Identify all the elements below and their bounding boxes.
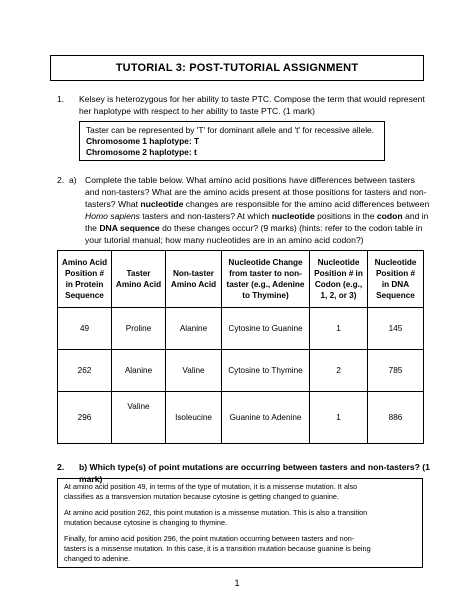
question-1-number: 1. bbox=[57, 94, 65, 104]
answer-2b-paragraph-3: Finally, for amino acid position 296, the point mutation occurring between tasters and non- tasters is a missense mutation. In this case, it is a transition mutation because guanine is being changed to adenine. bbox=[64, 534, 371, 563]
table-header-line: Sequence bbox=[65, 291, 104, 300]
table-row bbox=[58, 392, 424, 444]
table-header-2 bbox=[112, 251, 166, 308]
table-header-line: Nucleotide bbox=[317, 258, 360, 267]
table-header-3 bbox=[166, 251, 222, 308]
question-2a-number: 2. bbox=[57, 175, 65, 185]
table-cell: 2 bbox=[310, 350, 368, 392]
answer-1-chromosome-2: Chromosome 2 haplotype: t bbox=[86, 147, 197, 157]
table-cell: Valine bbox=[112, 392, 166, 444]
question-2a-line-2: and non-tasters? What are the amino acids present at those positions for tasters and non- bbox=[85, 187, 427, 197]
table-cell: 262 bbox=[58, 350, 112, 392]
table-header-line: to Thymine) bbox=[242, 291, 289, 300]
table-header-4 bbox=[222, 251, 310, 308]
table-cell: Alanine bbox=[166, 308, 222, 350]
table-header-5 bbox=[310, 251, 368, 308]
table-header-line: in Protein bbox=[65, 280, 104, 289]
table-header-line: Position # bbox=[64, 269, 105, 278]
table-cell: Cytosine to Thymine bbox=[222, 350, 310, 392]
table-cell: Valine bbox=[166, 350, 222, 392]
table-cell: 296 bbox=[58, 392, 112, 444]
amino-acid-table bbox=[57, 250, 424, 444]
title-text: TUTORIAL 3: POST-TUTORIAL ASSIGNMENT bbox=[115, 62, 359, 74]
answer-2b-box bbox=[57, 478, 423, 568]
answer-2b-paragraph-2: At amino acid position 262, this point mutation is a missense mutation. This is also a transition mutation because cytosine is changing to thymine. bbox=[64, 508, 368, 527]
table-cell: Guanine to Adenine bbox=[222, 392, 310, 444]
page-title bbox=[50, 55, 424, 81]
table-cell: Proline bbox=[112, 308, 166, 350]
table-header-6 bbox=[368, 251, 424, 308]
table-header-line: Non-taster bbox=[173, 269, 214, 278]
question-2a-line-6: your tutorial manual; how many nucleotides are in an amino acid codon?) bbox=[85, 235, 364, 245]
table-row bbox=[58, 350, 424, 392]
question-2b-text: b) Which type(s) of point mutations are occurring between tasters and non-tasters? (1 mark) bbox=[79, 462, 430, 484]
answer-2b-paragraph-1: At amino acid position 49, in terms of the type of mutation, it is a missense mutation. It also classifies as a transversion mutation because cytosine is getting changed to guanine. bbox=[64, 482, 358, 501]
answer-1-box bbox=[79, 121, 385, 161]
table-header-line: Amino Acid bbox=[61, 258, 108, 267]
table-cell: 49 bbox=[58, 308, 112, 350]
table-header-line: Position # bbox=[375, 269, 416, 278]
table-header-line: taster (e.g., Adenine bbox=[226, 280, 305, 289]
table-header-line: Nucleotide Change bbox=[228, 258, 303, 267]
table-header-line: Taster bbox=[126, 269, 151, 278]
table-header-line: in DNA bbox=[381, 280, 410, 289]
table-cell: Cytosine to Guanine bbox=[222, 308, 310, 350]
question-2a bbox=[35, 174, 440, 246]
table-cell: 886 bbox=[368, 392, 424, 444]
answer-1-chromosome-1: Chromosome 1 haplotype: T bbox=[86, 136, 200, 146]
table-cell: Isoleucine bbox=[166, 392, 222, 444]
table-row bbox=[58, 308, 424, 350]
question-1 bbox=[57, 93, 437, 117]
table-header-line: from taster to non- bbox=[229, 269, 302, 278]
table-cell: 145 bbox=[368, 308, 424, 350]
table-header-line: Sequence bbox=[376, 291, 415, 300]
table-cell: Alanine bbox=[112, 350, 166, 392]
table-header-line: Position # in bbox=[314, 269, 363, 278]
table-header-line: Nucleotide bbox=[374, 258, 417, 267]
page-number: 1 bbox=[234, 578, 240, 588]
question-2b-number: 2. bbox=[57, 462, 65, 472]
table-cell: 1 bbox=[310, 392, 368, 444]
question-2a-line-3: tasters? What nucleotide changes are responsible for the amino acid differences between bbox=[85, 199, 430, 209]
table-header-line: Amino Acid bbox=[170, 280, 217, 289]
question-2a-part: a) bbox=[69, 175, 77, 185]
table-cell: 1 bbox=[310, 308, 368, 350]
table-cell: 785 bbox=[368, 350, 424, 392]
answer-1-line-1: Taster can be represented by 'T' for dominant allele and 't' for recessive allele. bbox=[86, 125, 375, 135]
question-2a-line-4: Homo sapiens tasters and non-tasters? At which nucleotide positions in the codon and in bbox=[85, 211, 429, 221]
table-header-line: Codon (e.g., bbox=[314, 280, 363, 289]
table-header-line: 1, 2, or 3) bbox=[320, 291, 357, 300]
table-header-1 bbox=[58, 251, 112, 308]
table-header-row bbox=[58, 251, 424, 308]
question-1-line-1: Kelsey is heterozygous for her ability to taste PTC. Compose the term that would represent bbox=[79, 94, 425, 104]
question-1-line-2: her haplotype with respect to her ability to taste PTC. (1 mark) bbox=[79, 106, 315, 116]
question-2a-line-1: Complete the table below. What amino acid positions have differences between tasters bbox=[85, 175, 415, 185]
question-2a-line-5: the DNA sequence do these changes occur? (9 marks) (hints: refer to the codon table in bbox=[85, 223, 423, 233]
table-header-line: Amino Acid bbox=[115, 280, 162, 289]
